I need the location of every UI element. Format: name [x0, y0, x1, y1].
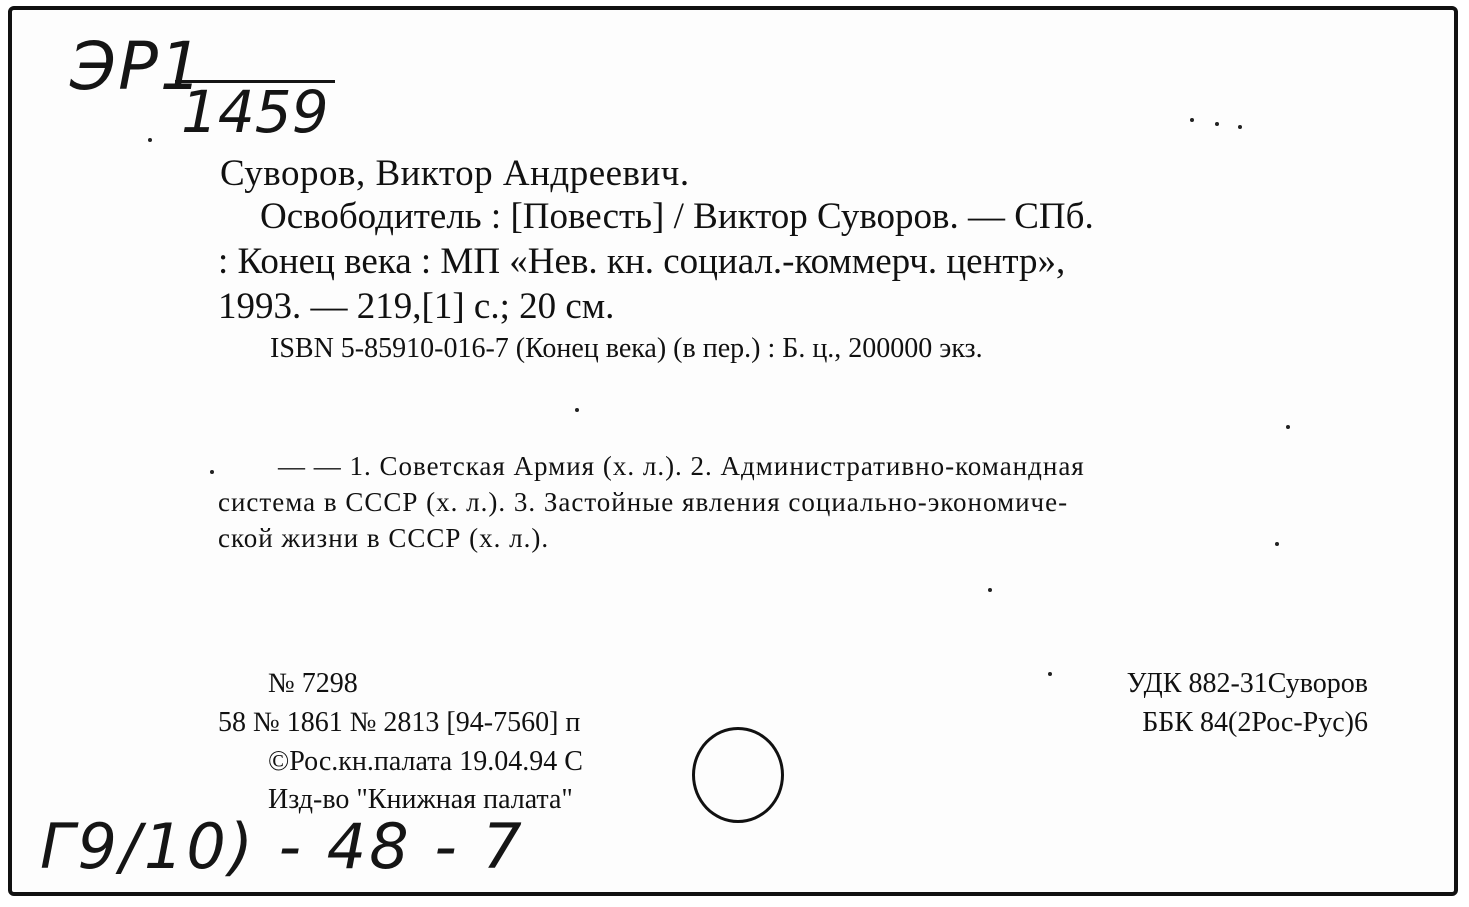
- subject-headings: [218, 448, 1368, 556]
- description-line: 1993. — 219,[1] с.; 20 см.: [218, 286, 615, 327]
- record-number: № 7298: [268, 668, 358, 699]
- scan-speck: [575, 408, 579, 412]
- scan-speck: [1238, 125, 1242, 129]
- scan-speck: [1286, 425, 1290, 429]
- description-line: Освободитель : [Повесть] / Виктор Суворов. — СПб.: [260, 196, 1094, 237]
- isbn-line: ISBN 5-85910-016-7 (Конец века) (в пер.) : Б. ц., 200000 экз.: [270, 333, 983, 364]
- scan-speck: [148, 138, 152, 142]
- bbk-code: ББК 84(2Рос-Рус)6: [1142, 707, 1368, 738]
- handwritten-number: 1459: [175, 80, 335, 141]
- scan-speck: [210, 470, 214, 474]
- stamp-circle: [692, 727, 784, 823]
- subject-line: система в СССР (х. л.). 3. Застойные явления социально-экономиче-: [218, 487, 1069, 517]
- copyright-line: ©Рос.кн.палата 19.04.94 С: [268, 746, 583, 777]
- handwritten-note: Г9/10) - 48 - 7: [40, 810, 525, 883]
- registration-numbers: 58 № 1861 № 2813 [94-7560] п: [218, 707, 581, 738]
- subject-line: — — 1. Советская Армия (х. л.). 2. Административно-командная: [278, 451, 1085, 481]
- publisher-line: Изд-во "Книжная палата": [268, 784, 573, 815]
- scan-speck: [1275, 542, 1279, 546]
- udk-code: УДК 882-31Суворов: [1126, 668, 1368, 699]
- scan-speck: [1190, 118, 1194, 122]
- scan-speck: [1215, 122, 1219, 126]
- author-heading: Суворов, Виктор Андреевич.: [220, 153, 690, 194]
- scan-speck: [988, 588, 992, 592]
- bibliographic-description: [218, 194, 1368, 329]
- handwritten-code: ЭР1: [70, 28, 204, 105]
- scan-speck: [1048, 672, 1052, 676]
- subject-line: ской жизни в СССР (х. л.).: [218, 523, 550, 553]
- description-line: : Конец века : МП «Нев. кн. социал.-коммерч. центр»,: [218, 241, 1066, 282]
